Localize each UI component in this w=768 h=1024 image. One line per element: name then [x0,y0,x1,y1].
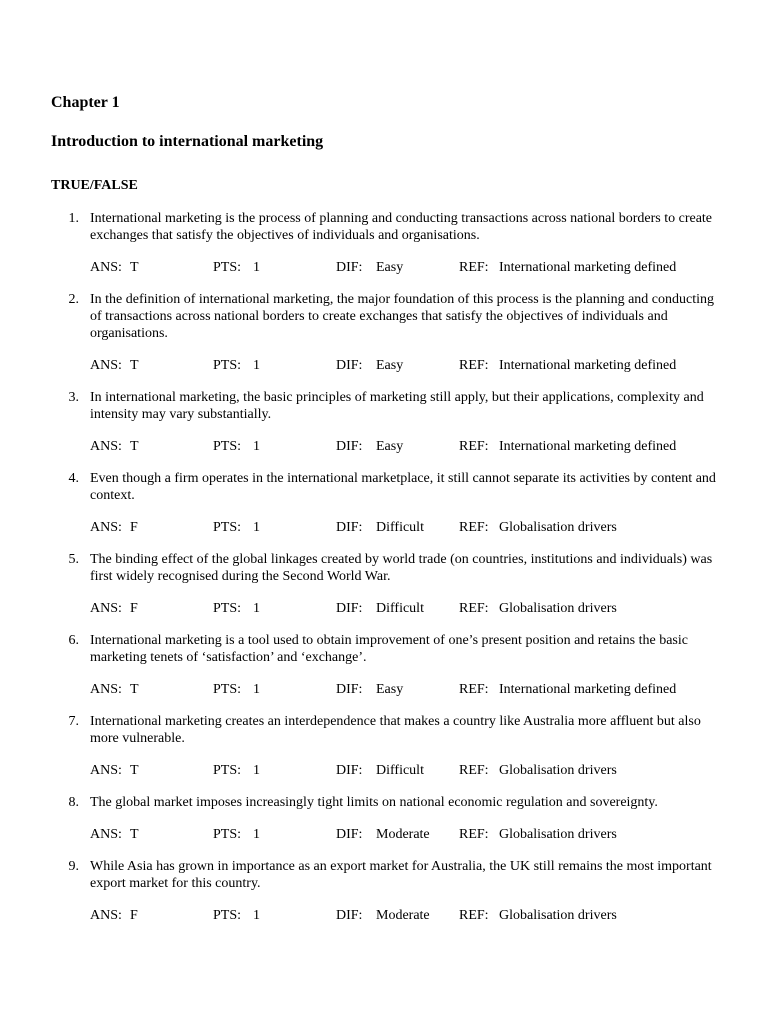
dif-label: DIF: [336,908,363,923]
question-text: While Asia has grown in importance as an export market for Australia, the UK still remains the most important export market for this country. [90,859,712,891]
pts-label: PTS: [213,260,242,275]
ans-value: T [130,260,139,275]
ref-value: Globalisation drivers [499,763,617,778]
dif-value: Difficult [376,763,424,778]
dif-value: Moderate [376,827,430,842]
question-text: International marketing creates an interdependence that makes a country like Australia more affluent but also more vulnerable. [90,714,701,746]
dif-value: Difficult [376,601,424,616]
question [0,389,768,423]
dif-value: Easy [376,260,404,275]
pts-value: 1 [253,908,260,923]
answer-row [0,357,768,374]
ans-value: F [130,908,138,923]
dif-label: DIF: [336,260,363,275]
ref-value: International marketing defined [499,682,677,697]
ref-label: REF: [459,520,489,535]
pts-label: PTS: [213,358,242,373]
pts-value: 1 [253,260,260,275]
question-number: 2. [68,292,79,307]
pts-value: 1 [253,520,260,535]
question-item [0,713,768,779]
dif-label: DIF: [336,520,363,535]
ans-label: ANS: [90,601,122,616]
chapter-title: Introduction to international marketing [51,133,324,150]
question-list [0,210,768,939]
ans-label: ANS: [90,682,122,697]
pts-label: PTS: [213,682,242,697]
answer-row [0,259,768,276]
question [0,632,768,666]
ref-value: Globalisation drivers [499,520,617,535]
pts-value: 1 [253,827,260,842]
ref-label: REF: [459,908,489,923]
ref-value: International marketing defined [499,439,677,454]
ref-label: REF: [459,260,489,275]
dif-label: DIF: [336,827,363,842]
question [0,794,768,811]
ans-value: T [130,439,139,454]
question-item [0,858,768,924]
pts-value: 1 [253,601,260,616]
answer-row [0,826,768,843]
ref-label: REF: [459,827,489,842]
question [0,551,768,585]
question-number: 3. [68,390,79,405]
dif-value: Easy [376,439,404,454]
ref-value: Globalisation drivers [499,601,617,616]
ans-label: ANS: [90,358,122,373]
question-text: In the definition of international marketing, the major foundation of this process is the planning and conducting of transactions across national borders to create exchanges that satisfy the objectives of individuals and organisations. [90,292,715,341]
dif-label: DIF: [336,439,363,454]
pts-label: PTS: [213,520,242,535]
pts-value: 1 [253,358,260,373]
question-number: 1. [68,211,79,226]
question-number: 9. [68,859,79,874]
question-text: The global market imposes increasingly tight limits on national economic regulation and sovereignty. [90,795,658,810]
ref-label: REF: [459,358,489,373]
answer-row [0,438,768,455]
ans-label: ANS: [90,908,122,923]
ref-label: REF: [459,763,489,778]
dif-value: Easy [376,358,404,373]
ref-label: REF: [459,682,489,697]
question-number: 5. [68,552,79,567]
pts-label: PTS: [213,827,242,842]
pts-value: 1 [253,763,260,778]
ans-value: F [130,601,138,616]
question [0,291,768,342]
question-number: 7. [68,714,79,729]
question-item [0,470,768,536]
question [0,713,768,747]
question-item [0,210,768,276]
ref-label: REF: [459,601,489,616]
question-number: 8. [68,795,79,810]
question [0,210,768,244]
question-text: Even though a firm operates in the international marketplace, it still cannot separate its activities by content and context. [90,471,716,503]
ans-value: F [130,520,138,535]
answer-row [0,907,768,924]
ans-label: ANS: [90,260,122,275]
question-item [0,291,768,374]
ans-value: T [130,827,139,842]
ans-label: ANS: [90,520,122,535]
ans-value: T [130,682,139,697]
ans-label: ANS: [90,439,122,454]
dif-value: Easy [376,682,404,697]
dif-value: Moderate [376,908,430,923]
answer-row [0,762,768,779]
pts-label: PTS: [213,601,242,616]
question-item [0,632,768,698]
ref-value: Globalisation drivers [499,908,617,923]
section-heading: TRUE/FALSE [51,178,138,193]
pts-label: PTS: [213,908,242,923]
pts-value: 1 [253,439,260,454]
ref-value: International marketing defined [499,358,677,373]
answer-row [0,519,768,536]
ans-label: ANS: [90,763,122,778]
question [0,858,768,892]
ans-label: ANS: [90,827,122,842]
dif-label: DIF: [336,682,363,697]
answer-row [0,681,768,698]
question-item [0,389,768,455]
question-text: International marketing is the process of planning and conducting transactions across national borders to create exchanges that satisfy the objectives of individuals and organisations. [90,211,713,243]
question-text: The binding effect of the global linkages created by world trade (on countries, institutions and individuals) was first widely recognised during the Second World War. [90,552,713,584]
question-text: International marketing is a tool used to obtain improvement of one’s present position and retains the basic marketing tenets of ‘satisfaction’ and ‘exchange’. [90,633,688,665]
question-number: 6. [68,633,79,648]
ref-value: International marketing defined [499,260,677,275]
answer-row [0,600,768,617]
question-item [0,794,768,843]
ans-value: T [130,358,139,373]
dif-value: Difficult [376,520,424,535]
question [0,470,768,504]
question-number: 4. [68,471,79,486]
question-item [0,551,768,617]
chapter-heading: Chapter 1 [51,94,120,111]
pts-label: PTS: [213,763,242,778]
ref-value: Globalisation drivers [499,827,617,842]
pts-label: PTS: [213,439,242,454]
ans-value: T [130,763,139,778]
dif-label: DIF: [336,358,363,373]
dif-label: DIF: [336,763,363,778]
ref-label: REF: [459,439,489,454]
pts-value: 1 [253,682,260,697]
dif-label: DIF: [336,601,363,616]
question-text: In international marketing, the basic principles of marketing still apply, but their applications, complexity and intensity may vary substantially. [90,390,704,422]
